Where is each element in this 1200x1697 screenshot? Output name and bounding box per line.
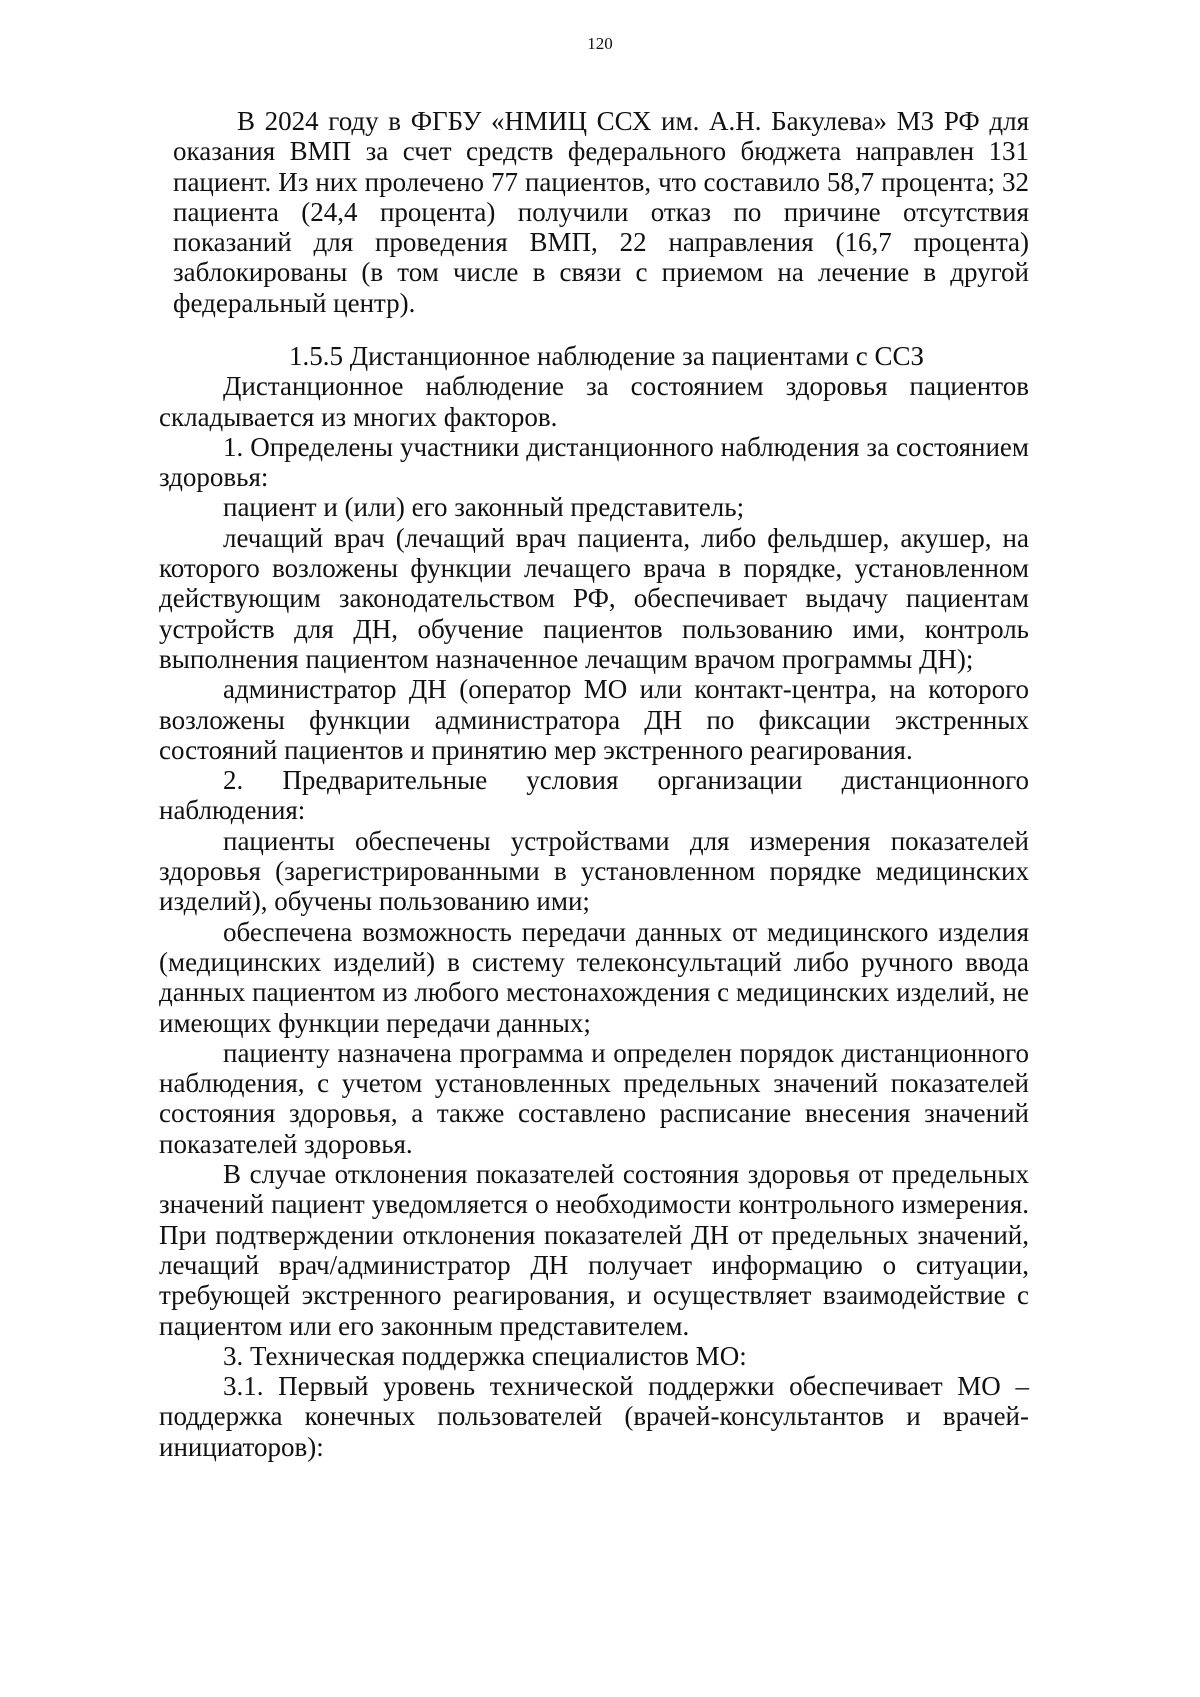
- paragraph-2: 1. Определены участники дистанционного наблюдения за состоянием здоровья:: [159, 431, 1029, 493]
- section-remote-monitoring: [159, 341, 1029, 1462]
- paragraph-3: пациент и (или) его законный представитель;: [223, 492, 745, 523]
- paragraph-8: обеспечена возможность передачи данных от медицинского изделия (медицинских изделий) в систему телеконсультаций либо ручного ввода данных пациентом из любого местонахождения с медицинских изделий, не имеющих функции передачи данных;: [159, 916, 1029, 1038]
- paragraph-11: 3. Техническая поддержка специалистов МО:: [223, 1340, 747, 1371]
- intro-block: [173, 106, 1029, 318]
- paragraph-7: пациенты обеспечены устройствами для измерения показателей здоровья (зарегистрированными в установленном порядке медицинских изделий), обучены пользованию ими;: [159, 825, 1029, 917]
- intro-paragraph: В 2024 году в ФГБУ «НМИЦ ССХ им. А.Н. Бакулева» МЗ РФ для оказания ВМП за счет средств федерального бюджета направлен 131 пациент. Из них пролечено 77 пациентов, что составило 58,7 процента; 32 пациента (24,4 процента) получили отказ по причине отсутствия показаний для проведения ВМП, 22 направления (16,7 процента) заблокированы (в том числе в связи с приемом на лечение в другой федеральный центр).: [173, 106, 1029, 318]
- paragraph-6: 2. Предварительные условия организации дистанционного наблюдения:: [159, 765, 1029, 826]
- paragraph-10: В случае отклонения показателей состояния здоровья от предельных значений пациент уведомляется о необходимости контрольного измерения. При подтверждении отклонения показателей ДН от предельных значений, лечащий врач/администратор ДН получает информацию о ситуации, требующей экстренного реагирования, и осуществляет взаимодействие с пациентом или его законным представителем.: [159, 1159, 1029, 1341]
- section-heading: 1.5.5 Дистанционное наблюдение за пациентами с ССЗ: [289, 341, 924, 371]
- paragraph-9: пациенту назначена программа и определен порядок дистанционного наблюдения, с учетом установленных предельных значений показателей состояния здоровья, а также составлено расписание внесения значений показателей здоровья.: [159, 1037, 1029, 1159]
- paragraph-12: 3.1. Первый уровень технической поддержки обеспечивает МО – поддержка конечных пользователей (врачей-консультантов и врачей-инициаторов):: [159, 1371, 1029, 1462]
- paragraph-5: администратор ДН (оператор МО или контакт-центра, на которого возложены функции администратора ДН по фиксации экстренных состояний пациентов и принятию мер экстренного реагирования.: [159, 674, 1029, 765]
- paragraph-1: Дистанционное наблюдение за состоянием здоровья пациентов складывается из многих факторов.: [159, 371, 1029, 432]
- page-number: 120: [587, 34, 613, 53]
- paragraph-4: лечащий врач (лечащий врач пациента, либо фельдшер, акушер, на которого возложены функции лечащего врача в порядке, установленном действующим законодательством РФ, обеспечивает выдачу пациентам устройств для ДН, обучение пациентов пользованию ими, контроль выполнения пациентом назначенное лечащим врачом программы ДН);: [159, 522, 1029, 674]
